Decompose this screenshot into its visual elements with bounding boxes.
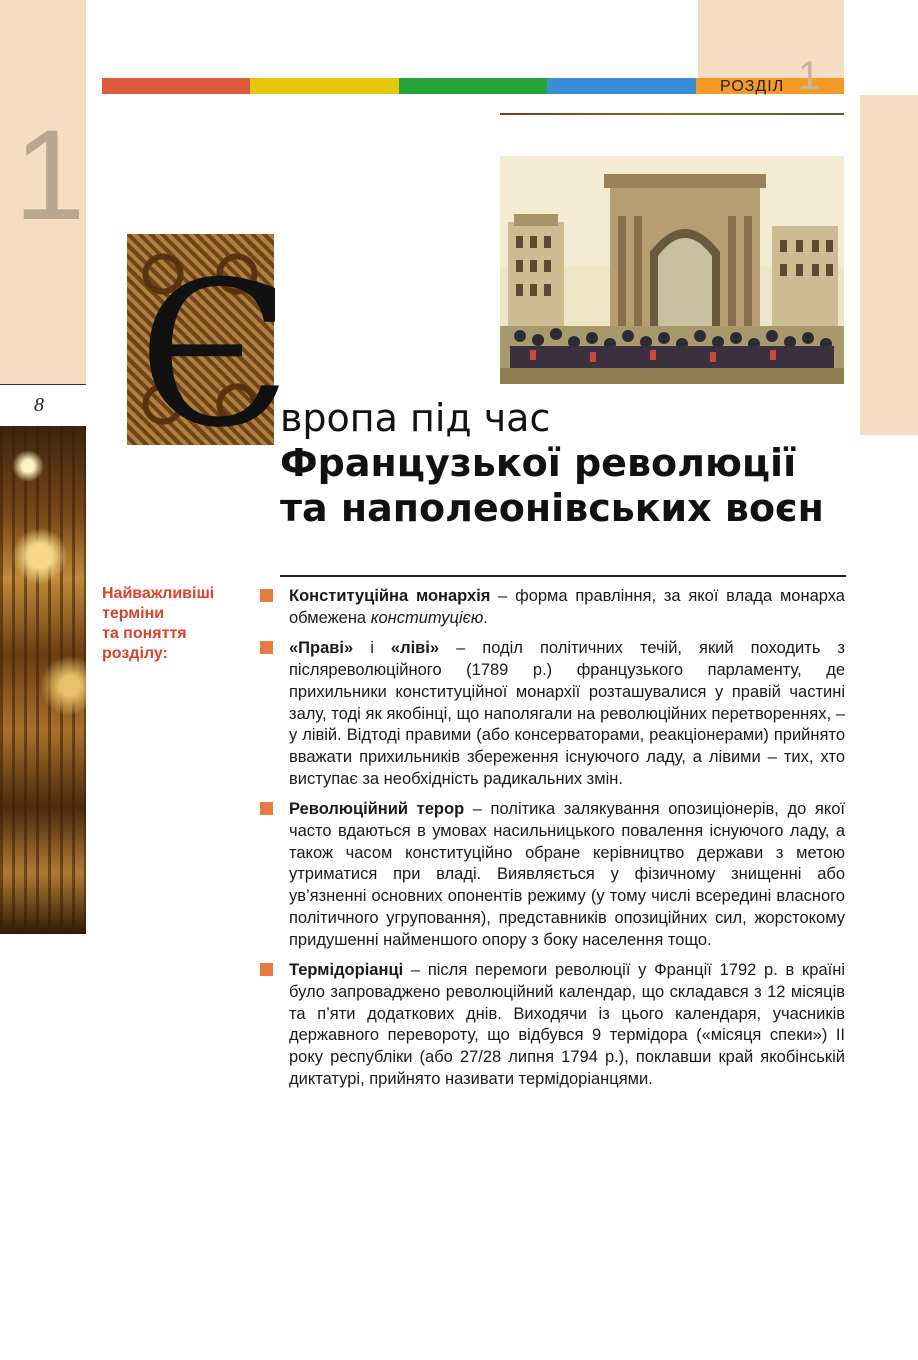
title-line-2: Французької революції bbox=[280, 441, 797, 485]
term-thermidorians bbox=[260, 960, 845, 1090]
illustration-top-rule bbox=[500, 113, 844, 115]
key-terms-heading-line: та поняття bbox=[102, 625, 187, 642]
chapter-title bbox=[280, 396, 850, 531]
title-underline bbox=[280, 575, 846, 577]
term-name: «ліві» bbox=[390, 639, 440, 658]
triumphal-arch-illustration bbox=[500, 156, 844, 384]
key-terms-list bbox=[260, 586, 845, 1099]
page-number-rule bbox=[0, 384, 86, 385]
term-conjunction: і bbox=[353, 639, 391, 658]
color-segment-blue bbox=[547, 78, 695, 94]
chapter-number-large: 1 bbox=[14, 104, 86, 247]
term-name: Революційний терор bbox=[289, 800, 465, 819]
term-name: Термідоріанці bbox=[289, 961, 404, 980]
term-definition: – поділ політичних течій, який походить з післяреволюційного (1789 р.) французького парламенту, де прихильники конституційної монархії розташувалися у правій частині залу, тоді як якобінці, що наполягали на революційних перетвореннях, – у лівій. Відтоді правими (або консерваторами, реакціонерами) прийнято вважати прихильників збереження існуючого ладу, а лівими – тих, хто виступає за необхідність радикальних змін. bbox=[289, 639, 845, 788]
term-definition-italic: конституцією bbox=[370, 608, 484, 627]
term-revolutionary-terror bbox=[260, 799, 845, 951]
title-line-1: вропа під час bbox=[280, 396, 551, 440]
key-terms-heading-line: терміни bbox=[102, 605, 165, 622]
drop-cap-letter: Є bbox=[138, 239, 292, 472]
color-segment-yellow bbox=[250, 78, 398, 94]
term-definition: – політика залякування опозиціонерів, до якої часто вдаються в умовах насильницького повалення існуючого ладу, а також часом конституційно обране керівництво держави з метою утриматися при владі. Виявляється у фізичному знищенні або ув’язненні основних опонентів режиму (у тому числі всередині власного політичного угруповання), представників опозиційних сил, жорстокому придушенні найменшого опору з боку населення тощо. bbox=[289, 800, 845, 949]
term-constitutional-monarchy bbox=[260, 586, 845, 629]
title-line-3: та наполеонівських воєн bbox=[280, 486, 824, 530]
section-label: РОЗДІЛ bbox=[720, 78, 785, 95]
term-definition-tail: . bbox=[483, 608, 488, 627]
section-marker bbox=[698, 54, 844, 98]
term-name: «Праві» bbox=[289, 639, 354, 658]
key-terms-heading-line: Найважливіші bbox=[102, 585, 215, 602]
color-segment-red bbox=[102, 78, 250, 94]
page-number: 8 bbox=[34, 394, 44, 416]
key-terms-heading bbox=[102, 584, 252, 664]
right-margin-band bbox=[860, 95, 918, 435]
key-terms-heading-line: розділу: bbox=[102, 645, 168, 662]
color-segment-green bbox=[399, 78, 547, 94]
term-definition: – форма правління, за якої влада монарха обмежена bbox=[289, 587, 845, 627]
section-number: 1 bbox=[798, 54, 821, 98]
term-name: Конституційна монархія bbox=[289, 587, 491, 605]
term-definition: – після перемоги революції у Франції 1792 р. в країні було запроваджено революційний календар, що складався з 12 місяців та п’яти додаткових днів. Виходячи із цього календаря, учасників державного перевороту, що відбувся 9 термідора («місяця спеки») ІІ року республіки (або 27/28 липня 1794 р.), поклавши край якобінській диктатурі, прийнято називати термідоріанцями. bbox=[289, 961, 845, 1088]
term-right-and-left bbox=[260, 638, 845, 790]
palace-interior-photo bbox=[0, 426, 86, 934]
